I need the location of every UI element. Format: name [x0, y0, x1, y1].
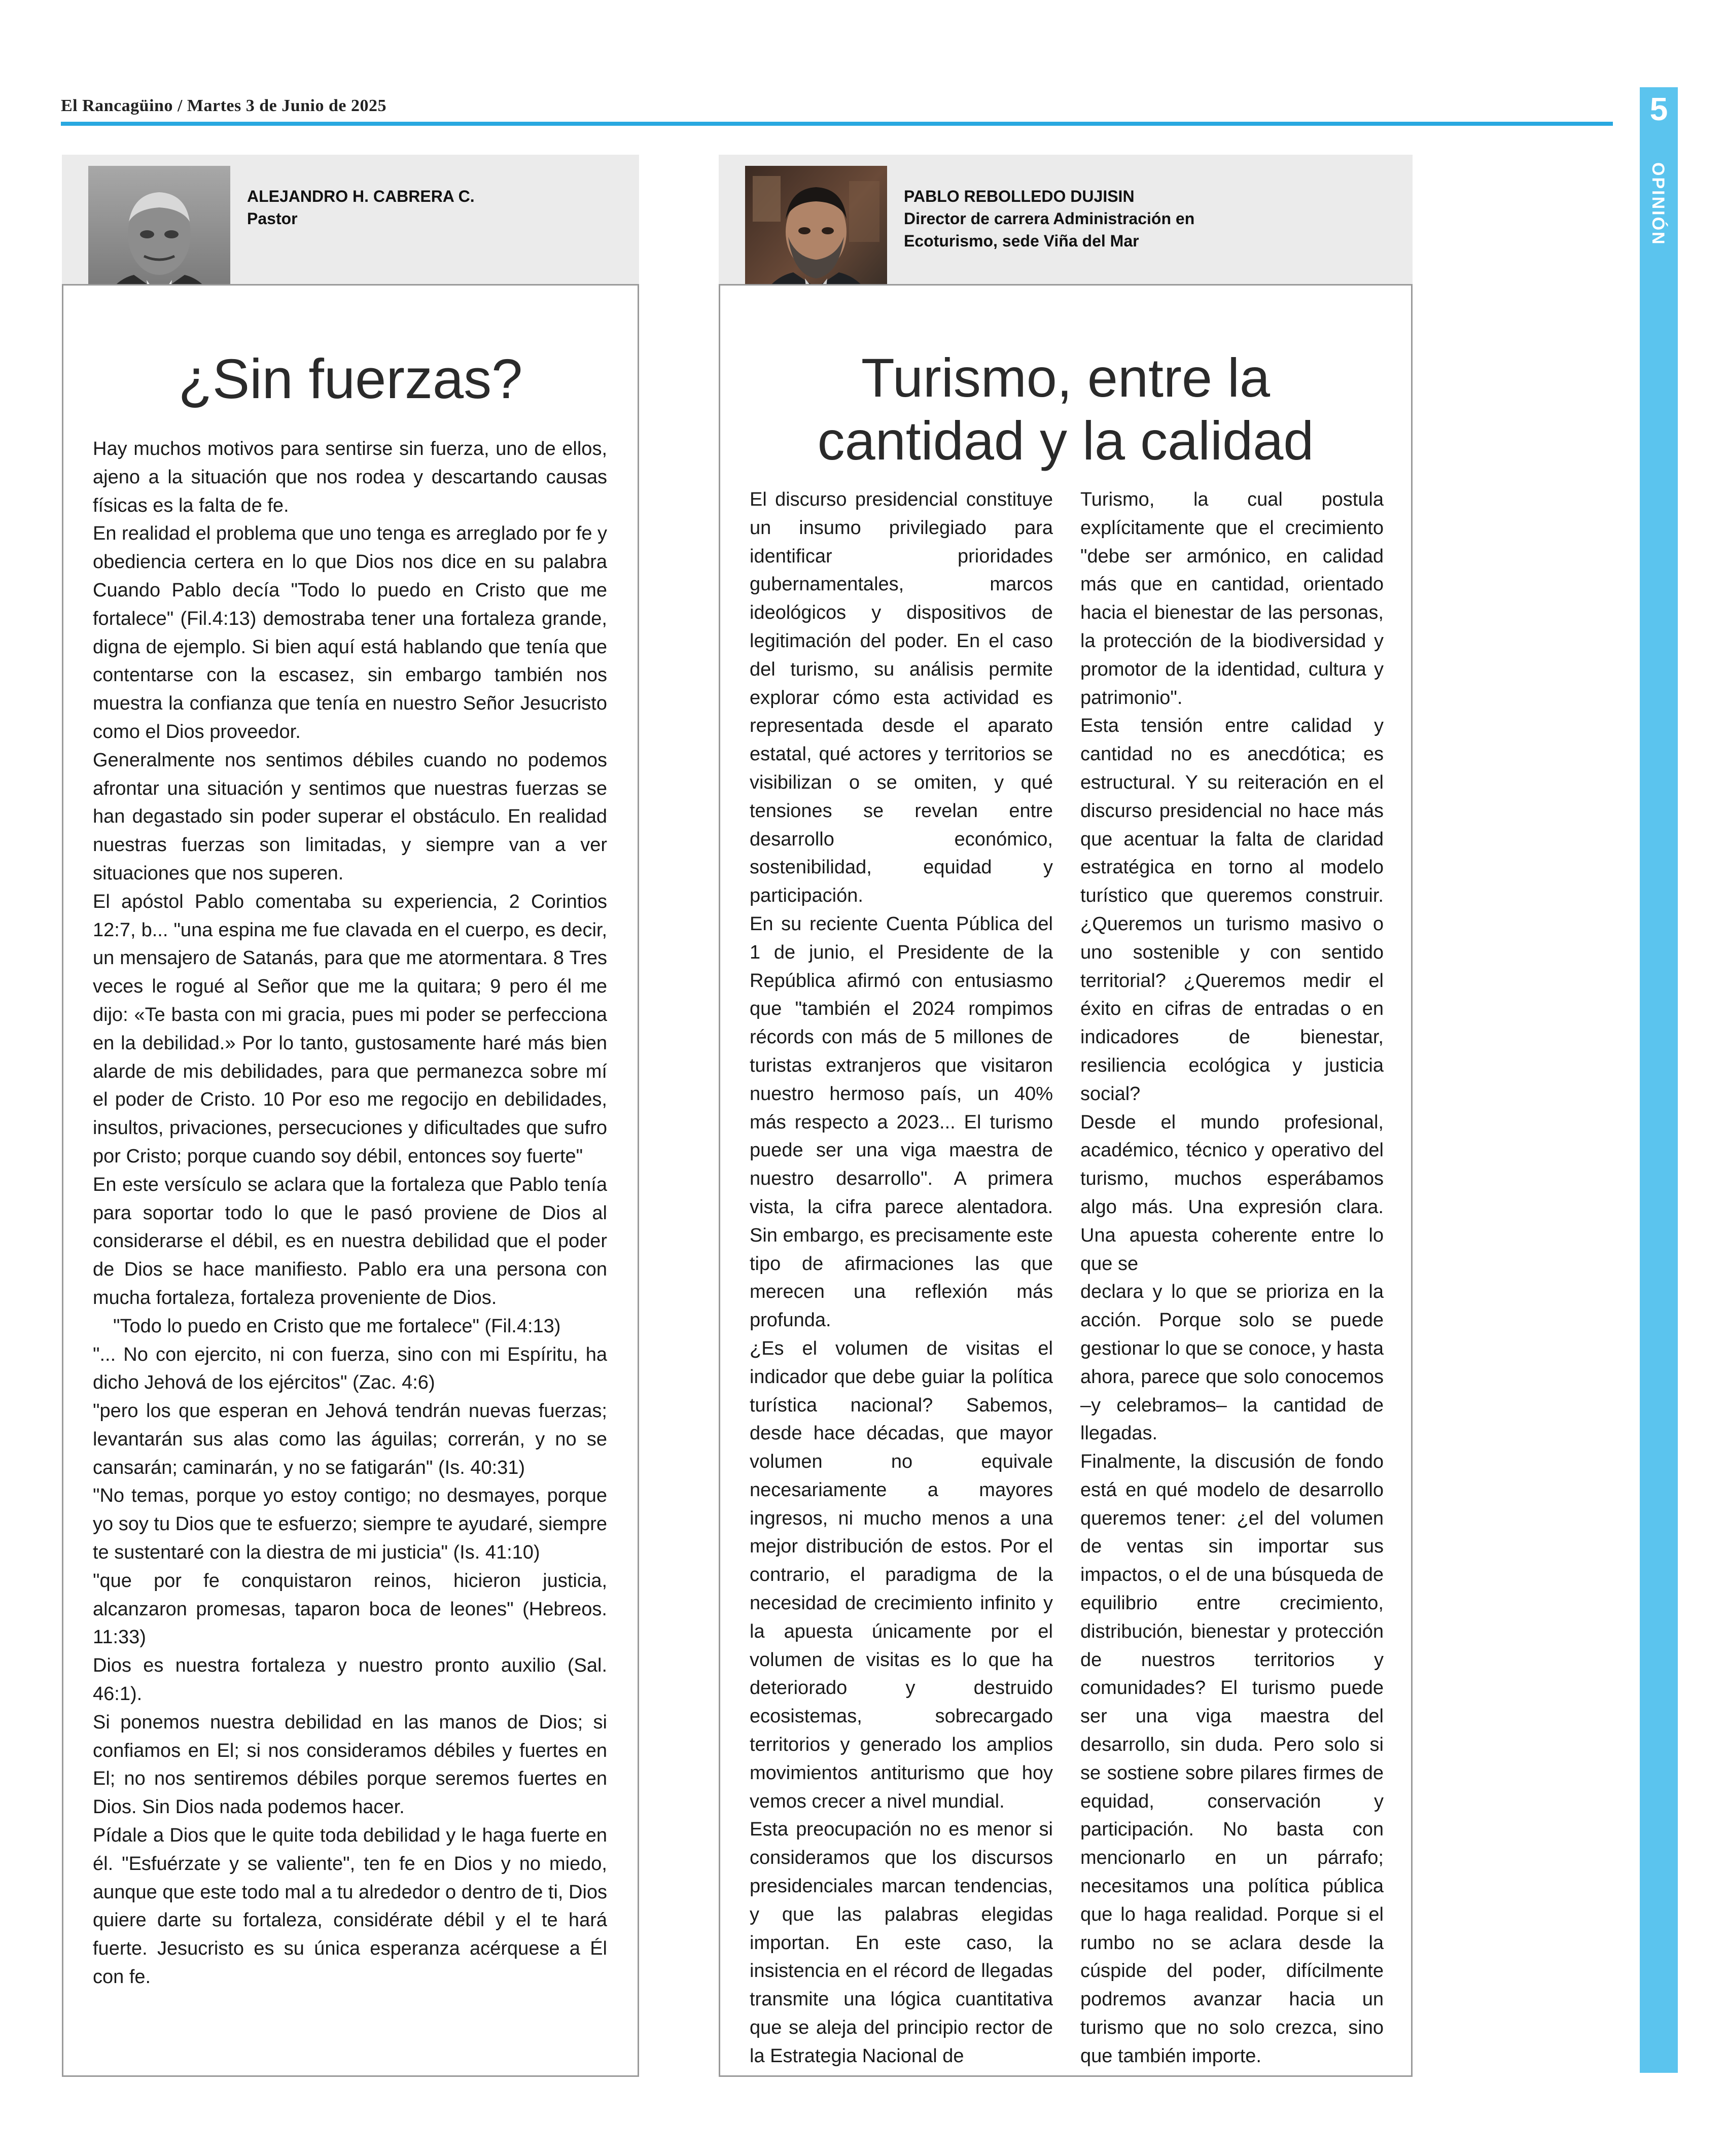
article-column-b — [1080, 486, 1384, 2071]
paragraph: ¿Es el volumen de visitas el indicador que debe guiar la política turística nacional? Sabemos, desde hace décadas, que mayor volumen no equivale necesariamente a mayores ingresos, ni mucho menos a una mejor distribución de estos. Por el contrario, el paradigma de la necesidad de crecimiento infinito y la apuesta únicamente por el volumen de visitas es lo que ha deteriorado y destruido ecosistemas, sobrecargado territorios y generado los amplios movimientos antiturismo que hoy vemos crecer a nivel mundial. — [750, 1337, 1053, 1812]
paragraph: Turismo, la cual postula explícitamente que el crecimiento "debe ser armónico, en calidad más que en cantidad, orientado hacia el bienestar de las personas, la protección de la biodiversidad y promotor de la identidad, cultura y patrimonio". — [1080, 489, 1384, 709]
paragraph: Pídale a Dios que le quite toda debilidad y le haga fuerte en él. "Esfuérzate y se valiente", ten fe en Dios y no miedo, aunque que este todo mal a tu alrededor o dentro de ti, Dios quiere darte su fortaleza, considérate débil y el te hará fuerte. Jesucristo es su única esperanza acérquese a Él con fe. — [93, 1825, 608, 1988]
author-info-right — [904, 185, 1194, 252]
author-info-left — [247, 185, 475, 230]
headline-left: ¿Sin fuerzas? — [178, 348, 523, 410]
paragraph: Esta preocupación no es menor si consideramos que los discursos presidenciales marcan tendencias, y que las palabras elegidas importan. En este caso, la insistencia en el récord de llegadas transmite una lógica cuantitativa que se aleja del principio rector de la Estrategia Nacional de — [750, 1819, 1053, 2067]
paragraph: Desde el mundo profesional, académico, técnico y operativo del turismo, muchos esperábamos algo más. Una expresión clara. Una apuesta coherente entre lo que se — [1080, 1111, 1384, 1275]
paragraph: Finalmente, la discusión de fondo está en qué modelo de desarrollo queremos tener: ¿el del volumen de ventas sin importar sus impactos, o el de una búsqueda de equilibrio entre crecimiento, distribución, bienestar y protección de nuestros territorios y comunidades? El turismo puede ser una viga maestra del desarrollo, sin duda. Pero solo si se sostiene sobre pilares firmes de equidad, conservación y participación. No basta con mencionarlo en un párrafo; necesitamos una política pública que lo haga realidad. Porque si el rumbo no se aclara desde la cúspide del poder, difícilmente podremos avanzar hacia un turismo que no solo crezca, sino que también importe. — [1080, 1451, 1384, 2067]
section-label: OPINIÓN — [1648, 162, 1668, 246]
paragraph: Hay muchos motivos para sentirse sin fuerza, uno de ellos, ajeno a la situación que nos rodea y descartando causas físicas es la falta de fe. — [93, 438, 607, 516]
article-left — [62, 284, 639, 2077]
paragraph: El discurso presidencial constituye un insumo privilegiado para identificar prioridades gubernamentales, marcos ideológicos y dispositivos de legitimación del poder. En el caso del turismo, su análisis permite explorar cómo esta actividad es representada desde el aparato estatal, qué actores y territorios se visibilizan o se omiten, y qué tensiones se revelan entre desarrollo económico, sostenibilidad, equidad y participación. — [750, 489, 1053, 907]
author-role-right-2: Ecoturismo, sede Viña del Mar — [904, 232, 1139, 250]
paragraph: "No temas, porque yo estoy contigo; no desmayes, porque yo soy tu Dios que te esfuerzo; siempre te ayudaré, siempre te sustentaré con la diestra de mi justicia" (Is. 41:10) — [93, 1485, 607, 1564]
paragraph: declara y lo que se prioriza en la acción. Porque solo se puede gestionar lo que se conoce, y hasta ahora, parece que solo conocemos –y celebramos– la cantidad de llegadas. — [1080, 1281, 1384, 1444]
paragraph: El apóstol Pablo comentaba su experiencia, 2 Corintios 12:7, b... "una espina me fue clavada en el cuerpo, es decir, un mensajero de Satanás, para que me atormentara. 8 Tres veces le rogué al Señor que me la quitara; 9 pero él me dijo: «Te basta con mi gracia, pues mi poder se perfecciona en la debilidad.» Por lo tanto, gustosamente haré más bien alarde de mis debilidades, para que permanezca sobre mí el poder de Cristo. 10 Por eso me regocijo en debilidades, insultos, privaciones, persecuciones y dificultades que sufro por Cristo; porque cuando soy débil, entonces soy fuerte" — [93, 891, 607, 1167]
headline-right — [720, 346, 1411, 472]
article-column-a — [750, 486, 1053, 2071]
paragraph: Dios es nuestra fortaleza y nuestro pronto auxilio (Sal. 46:1). — [93, 1655, 607, 1705]
author-box-left — [62, 155, 639, 284]
author-role-left: Pastor — [247, 209, 298, 228]
paragraph: Si ponemos nuestra debilidad en las manos de Dios; si confiamos en El; si nos consideramos débiles y fuertes en El; no nos sentiremos débiles porque seremos fuertes en Dios. Sin Dios nada podemos hacer. — [93, 1711, 607, 1818]
author-box-right — [719, 155, 1413, 284]
author-name-left: ALEJANDRO H. CABRERA C. — [247, 187, 475, 205]
paragraph: "pero los que esperan en Jehová tendrán nuevas fuerzas; levantarán sus alas como las águilas; correrán, y no se cansarán; caminarán, y no se fatigarán" (Is. 40:31) — [93, 1400, 607, 1478]
paragraph: Generalmente nos sentimos débiles cuando no podemos afrontar una situación y sentimos que nuestras fuerzas se han degastado sin poder superar el obstáculo. En realidad nuestras fuerzas son limitadas, y siempre van a ver situaciones que nos superen. — [93, 749, 607, 884]
masthead: El Rancagüino / Martes 3 de Junio de 2025 — [61, 96, 386, 115]
author-name-right: PABLO REBOLLEDO DUJISIN — [904, 187, 1135, 205]
paragraph: "Todo lo puedo en Cristo que me fortalece" (Fil.4:13) — [113, 1315, 561, 1337]
author-role-right-1: Director de carrera Administración en — [904, 209, 1195, 228]
paragraph: "... No con ejercito, ni con fuerza, sino con mi Espíritu, ha dicho Jehová de los ejércitos" (Zac. 4:6) — [93, 1344, 607, 1394]
headline-right-line-2: cantidad y la calidad — [817, 410, 1314, 471]
section-band — [1640, 87, 1678, 2073]
article-body-left — [93, 435, 607, 1992]
paragraph: En realidad el problema que uno tenga es arreglado por fe y obediencia certera en lo que Dios nos dice en su palabra Cuando Pablo decía "Todo lo puedo en Cristo que me fortalece" (Fil.4:13) demostraba tener una fortaleza grande, digna de ejemplo. Si bien aquí está hablando que tenía que contentarse con la escasez, sin embargo también nos muestra la confianza que tenía en nuestro Señor Jesucristo como el Dios proveedor. — [93, 523, 608, 743]
article-right — [719, 284, 1413, 2077]
headline-right-line-1: Turismo, entre la — [861, 347, 1271, 408]
page-number: 5 — [1649, 91, 1668, 127]
masthead-rule — [61, 122, 1613, 126]
paragraph: "que por fe conquistaron reinos, hicieron justicia, alcanzaron promesas, taparon boca de leones" (Hebreos. 11:33) — [93, 1570, 607, 1648]
paragraph: En su reciente Cuenta Pública del 1 de junio, el Presidente de la República afirmó con entusiasmo que "también el 2024 rompimos récords con más de 5 millones de turistas extranjeros que visitaron nuestro hermoso país, un 40% más respecto a 2023... El turismo puede ser una viga maestra de nuestro desarrollo". A primera vista, la cifra parece alentadora. Sin embargo, es precisamente este tipo de afirmaciones las que merecen una reflexión más profunda. — [750, 913, 1053, 1331]
paragraph: Esta tensión entre calidad y cantidad no es anecdótica; es estructural. Y su reiteración en el discurso presidencial no hace más que acentuar la falta de claridad estratégica en torno al modelo turístico que queremos construir. ¿Queremos un turismo masivo o uno sostenible y con sentido territorial? ¿Queremos medir el éxito en cifras de entradas o en indicadores de bienestar, resiliencia ecológica y justicia social? — [1080, 715, 1384, 1105]
paragraph: En este versículo se aclara que la fortaleza que Pablo tenía para soportar todo lo que le pasó proviene de Dios al considerarse el débil, es en nuestra debilidad que el poder de Dios se hace manifiesto. Pablo era una persona con mucha fortaleza, fortaleza proveniente de Dios. — [93, 1174, 607, 1309]
